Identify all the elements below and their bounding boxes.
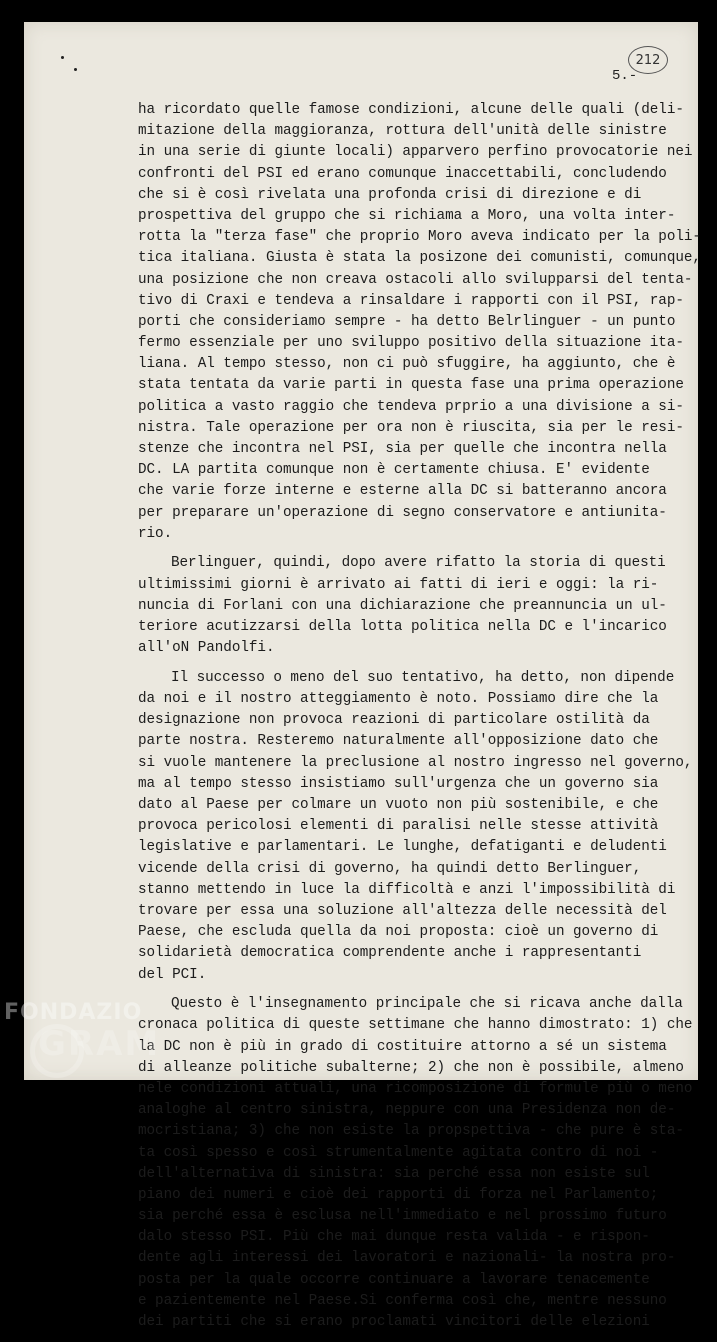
text-line: una posizione che non creava ostacoli allo svilupparsi del tenta-: [138, 271, 693, 288]
watermark-text: GRAM: [38, 1024, 161, 1064]
paragraph: [138, 100, 701, 545]
text-line: designazione non provoca reazioni di particolare ostilità da: [138, 712, 650, 729]
text-line: sia perché essa è esclusa nell'immediato e nel prossimo futuro: [138, 1208, 667, 1225]
text-line: ha ricordato quelle famose condizioni, alcune delle quali (deli-: [138, 102, 684, 118]
text-line: del PCI.: [138, 966, 207, 983]
text-line: analoghe al centro sinistra, neppure con una Presidenza non de-: [138, 1102, 676, 1119]
text-line: stanno mettendo in luce la difficoltà e anzi l'impossibilità di: [138, 881, 676, 898]
text-line: Paese, che escluda quella da noi proposta: cioè un governo di: [138, 924, 659, 941]
text-line: si vuole mantenere la preclusione al nostro ingresso nel governo,: [138, 754, 693, 771]
text-line: nele condizioni attuali, una ricomposizione di formule più o meno: [138, 1080, 693, 1097]
punch-mark: [74, 68, 77, 71]
text-line: DC. LA partita comunque non è certamente chiusa. E' evidente: [138, 462, 650, 479]
text-line: piano dei numeri e cioè dei rapporti di forza nel Parlamento;: [138, 1186, 659, 1203]
text-line: nuncia di Forlani con una dichiarazione che preannuncia un ul-: [138, 597, 667, 614]
text-line: per preparare un'operazione di segno conservatore e antiunita-: [138, 504, 667, 521]
text-line: che si è così rivelata una profonda crisi di direzione e di: [138, 186, 642, 203]
text-line: tica italiana. Giusta è stata la posizone dei comunisti, comunque,: [138, 250, 701, 267]
text-line: liana. Al tempo stesso, non ci può sfuggire, ha aggiunto, che è: [138, 356, 676, 373]
archive-stamp-number: 212: [635, 52, 661, 68]
text-line: ultimissimi giorni è arrivato ai fatti di ieri e oggi: la ri-: [138, 576, 659, 593]
punch-mark: [61, 56, 64, 59]
paragraph: [138, 668, 693, 986]
text-line: provoca pericolosi elementi di paralisi nelle stesse attività: [138, 818, 659, 835]
text-line: porti che consideriamo sempre - ha detto Belrlinguer - un punto: [138, 313, 676, 330]
text-line: Il successo o meno del suo tentativo, ha detto, non dipende: [171, 669, 675, 686]
text-line: trovare per essa una soluzione all'altezza delle necessità del: [138, 902, 667, 919]
text-line: cronaca politica di queste settimane che hanno dimostrato: 1) che: [138, 1017, 693, 1034]
text-line: dalo stesso PSI. Più che mai dunque resta valida - e rispon-: [138, 1229, 650, 1246]
text-line: ta così spesso e così strumentalmente agitata contro di noi -: [138, 1144, 659, 1161]
text-line: stenze che incontra nel PSI, sia per quelle che incontra nella: [138, 441, 667, 457]
text-line: la DC non è più in grado di costituire attorno a sé un sistema: [138, 1038, 667, 1055]
text-line: posta per la quale occorre continuare a lavorare tenacemente: [138, 1271, 650, 1288]
text-line: solidarietà democratica comprendente anche i rappresentanti: [138, 945, 642, 962]
text-line: che varie forze interne e esterne alla DC si batteranno ancora: [138, 483, 667, 500]
text-line: tivo di Craxi e tendeva a rinsaldare i rapporti con il PSI, rap-: [138, 292, 684, 309]
text-line: ma al tempo stesso insistiamo sull'urgenza che un governo sia: [138, 775, 659, 792]
text-line: da noi e il nostro atteggiamento è noto. Possiamo dire che la: [138, 691, 659, 708]
text-line: dell'alternativa di sinistra: sia perché essa non esiste sul: [138, 1165, 650, 1182]
text-line: legislative e parlamentari. Le lunghe, defatiganti e deludenti: [138, 839, 667, 856]
text-line: in una serie di giunte locali) apparvero perfino provocatorie nei: [138, 144, 693, 161]
text-line: vicende della crisi di governo, ha quindi detto Berlinguer,: [138, 860, 642, 877]
text-line: confronti del PSI ed erano comunque inaccettabili, concludendo: [138, 165, 667, 182]
watermark-text: FONDAZIO: [4, 1000, 143, 1025]
text-line: dente agli interessi dei lavoratori e nazionali- la nostra pro-: [138, 1250, 676, 1267]
text-line: nistra. Tale operazione per ora non è riuscita, sia per le resi-: [138, 419, 684, 436]
paragraph: [138, 994, 693, 1333]
text-line: all'oN Pandolfi.: [138, 640, 275, 657]
text-line: dato al Paese per colmare un vuoto non più sostenibile, e che: [138, 797, 659, 813]
text-line: rotta la "terza fase" che proprio Moro aveva indicato per la poli-: [138, 229, 701, 246]
text-line: mocristiana; 3) che non esiste la propspettiva - che pure è sta-: [138, 1123, 684, 1140]
text-line: Berlinguer, quindi, dopo avere rifatto la storia di questi: [171, 555, 666, 572]
text-line: stata tentata da varie parti in questa fase una prima operazione: [138, 377, 684, 394]
paragraph: [138, 553, 688, 659]
text-line: politica a vasto raggio che tendeva prprio a una divisione a si-: [138, 398, 684, 415]
text-line: dei partiti che si erano proclamati vincitori delle elezioni: [138, 1314, 650, 1330]
text-line: rio.: [138, 525, 173, 542]
text-line: fermo essenziale per uno sviluppo positivo della situazione ita-: [138, 335, 684, 352]
text-line: parte nostra. Resteremo naturalmente all'opposizione dato che: [138, 733, 659, 750]
text-line: mitazione della maggioranza, rottura dell'unità delle sinistre: [138, 123, 667, 140]
page-number: 5.-: [612, 68, 638, 84]
document-body: [138, 100, 701, 1342]
text-line: prospettiva del gruppo che si richiama a Moro, una volta inter-: [138, 207, 676, 224]
text-line: teriore acutizzarsi della lotta politica nella DC e l'incarico: [138, 619, 667, 635]
text-line: di alleanze politiche subalterne; 2) che non è possibile, almeno: [138, 1059, 684, 1076]
text-line: e pazientemente nel Paese.Si conferma così che, mentre nessuno: [138, 1292, 667, 1309]
text-line: Questo è l'insegnamento principale che si ricava anche dalla: [171, 996, 683, 1013]
